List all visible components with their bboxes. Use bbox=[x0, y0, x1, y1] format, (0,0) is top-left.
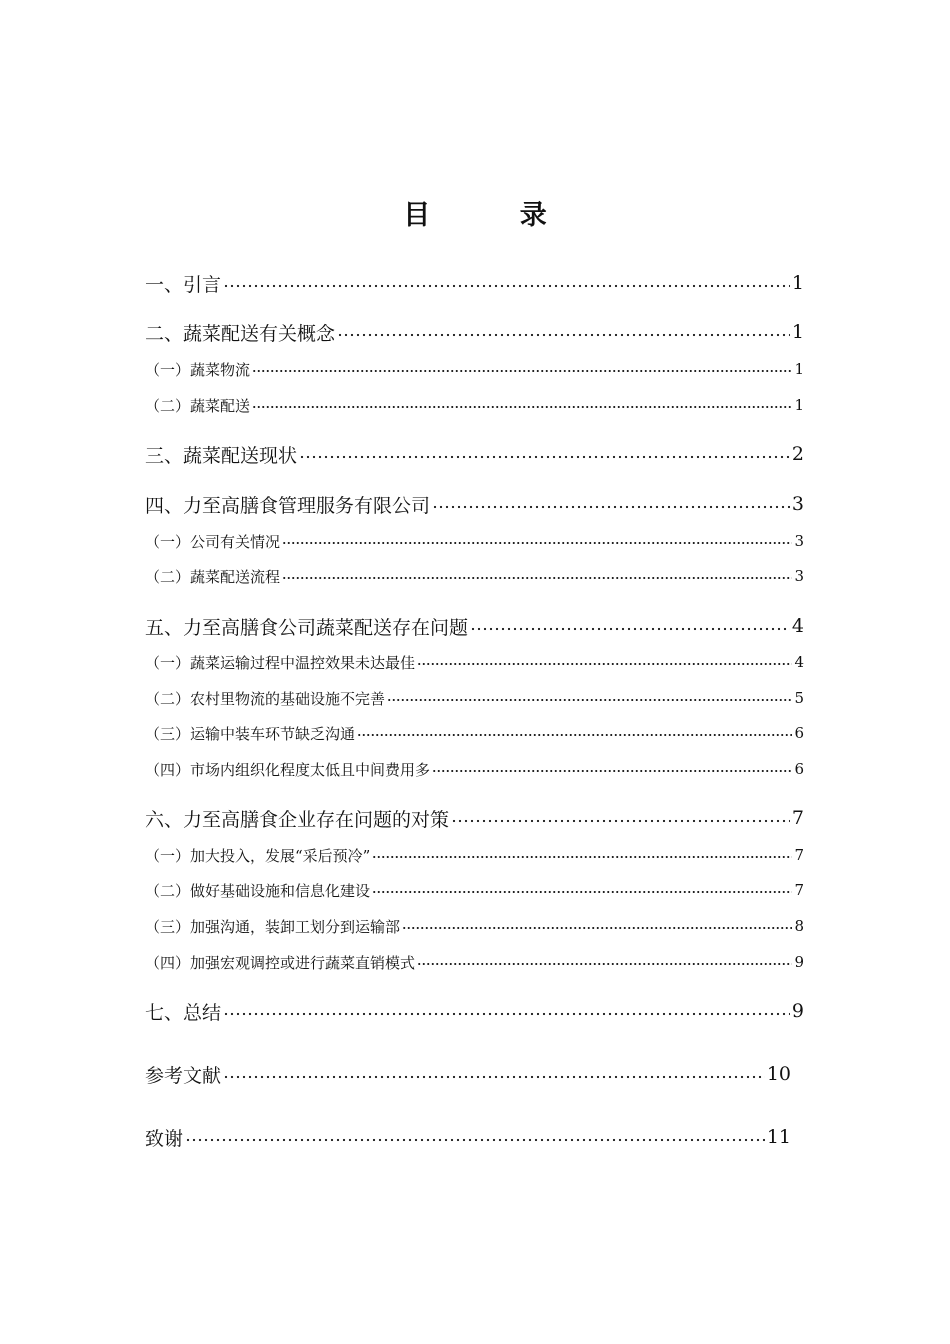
toc-entry-text: （四）市场内组织化程度太低且中间费用多 bbox=[145, 760, 431, 779]
toc-entry-countermeasures[interactable] bbox=[145, 802, 804, 834]
toc-subentry[interactable] bbox=[145, 646, 804, 678]
toc-entry-references[interactable] bbox=[145, 1058, 791, 1090]
dot-leader bbox=[402, 926, 792, 930]
dot-leader bbox=[417, 962, 792, 966]
toc-subentry[interactable] bbox=[145, 525, 804, 557]
toc-entry-text: 一、引言 bbox=[145, 273, 222, 296]
dot-leader bbox=[223, 284, 790, 288]
toc-page-number: 8 bbox=[794, 917, 804, 935]
dot-leader bbox=[252, 405, 792, 409]
dot-leader bbox=[282, 541, 792, 545]
dot-leader bbox=[337, 333, 790, 337]
toc-subentry[interactable] bbox=[145, 946, 804, 978]
toc-entry-text: 二、蔬菜配送有关概念 bbox=[145, 322, 336, 345]
dot-leader bbox=[387, 698, 792, 702]
toc-page-number: 9 bbox=[791, 1000, 804, 1022]
toc-page-number: 9 bbox=[794, 953, 804, 971]
toc-entry-text: 参考文献 bbox=[145, 1064, 222, 1087]
toc-entry-summary[interactable] bbox=[145, 995, 804, 1027]
toc-subentry[interactable] bbox=[145, 839, 804, 871]
toc-page-number: 3 bbox=[794, 532, 804, 550]
toc-page-number: 7 bbox=[791, 807, 804, 829]
toc-entry-text: （一）蔬菜运输过程中温控效果未达最佳 bbox=[145, 653, 416, 672]
dot-leader bbox=[432, 505, 790, 509]
toc-subentry[interactable] bbox=[145, 389, 804, 421]
page-title: 目 录 bbox=[403, 200, 587, 231]
dot-leader bbox=[185, 1138, 765, 1142]
toc-entry-concepts[interactable] bbox=[145, 316, 804, 348]
toc-entry-company[interactable] bbox=[145, 488, 804, 520]
toc-entry-status[interactable] bbox=[145, 438, 804, 470]
toc-entry-text: 三、蔬菜配送现状 bbox=[145, 444, 298, 467]
dot-leader bbox=[372, 890, 792, 894]
dot-leader bbox=[417, 662, 792, 666]
toc-subentry[interactable] bbox=[145, 910, 804, 942]
toc-entry-text: （四）加强宏观调控或进行蔬菜直销模式 bbox=[145, 953, 416, 972]
toc-entry-text: （二）农村里物流的基础设施不完善 bbox=[145, 689, 386, 708]
toc-entry-text: （二）蔬菜配送流程 bbox=[145, 567, 281, 586]
dot-leader bbox=[223, 1075, 765, 1079]
toc-page-number: 6 bbox=[794, 724, 804, 742]
toc-page-number: 3 bbox=[794, 567, 804, 585]
toc-entry-text: 六、力至高膳食企业存在问题的对策 bbox=[145, 808, 450, 831]
toc-entry-text: （三）加强沟通，装卸工划分到运输部 bbox=[145, 917, 401, 936]
toc-page-number: 3 bbox=[791, 493, 804, 515]
toc-subentry[interactable] bbox=[145, 353, 804, 385]
dot-leader bbox=[252, 369, 792, 373]
toc-page-number: 7 bbox=[794, 881, 804, 899]
toc-subentry[interactable] bbox=[145, 753, 804, 785]
toc-entry-acknowledgements[interactable] bbox=[145, 1121, 791, 1153]
toc-entry-text: （一）蔬菜物流 bbox=[145, 360, 251, 379]
toc-entry-text: （三）运输中装车环节缺乏沟通 bbox=[145, 724, 356, 743]
toc-entry-introduction[interactable] bbox=[145, 267, 804, 299]
toc-entry-text: 致谢 bbox=[145, 1127, 184, 1150]
toc-page-number: 4 bbox=[791, 615, 804, 637]
dot-leader bbox=[299, 455, 790, 459]
toc-subentry[interactable] bbox=[145, 560, 804, 592]
dot-leader bbox=[357, 733, 792, 737]
dot-leader bbox=[282, 576, 792, 580]
toc-entry-problems[interactable] bbox=[145, 610, 804, 642]
toc-page-number: 5 bbox=[794, 689, 804, 707]
toc-entry-text: 五、力至高膳食公司蔬菜配送存在问题 bbox=[145, 616, 469, 639]
toc-subentry[interactable] bbox=[145, 717, 804, 749]
dot-leader bbox=[372, 855, 792, 859]
toc-page-number: 1 bbox=[794, 360, 804, 378]
toc-entry-text: （二）做好基础设施和信息化建设 bbox=[145, 881, 371, 900]
toc-page-number: 2 bbox=[791, 443, 804, 465]
toc-entry-text: 四、力至高膳食管理服务有限公司 bbox=[145, 494, 431, 517]
dot-leader bbox=[223, 1012, 790, 1016]
toc-entry-text: （一）加大投入，发展“采后预冷” bbox=[145, 846, 371, 865]
dot-leader bbox=[432, 769, 792, 773]
toc-page-number: 1 bbox=[794, 396, 804, 414]
toc-entry-text: 七、总结 bbox=[145, 1001, 222, 1024]
toc-subentry[interactable] bbox=[145, 682, 804, 714]
toc-page-number: 11 bbox=[766, 1126, 791, 1148]
toc-entry-text: （一）公司有关情况 bbox=[145, 532, 281, 551]
toc-entry-text: （二）蔬菜配送 bbox=[145, 396, 251, 415]
dot-leader bbox=[451, 819, 790, 823]
toc-page-number: 4 bbox=[794, 653, 804, 671]
dot-leader bbox=[470, 627, 790, 631]
toc-page-number: 7 bbox=[794, 846, 804, 864]
toc-page-number: 10 bbox=[766, 1063, 791, 1085]
toc-page-number: 1 bbox=[791, 321, 804, 343]
toc-page-number: 6 bbox=[794, 760, 804, 778]
toc-page-number: 1 bbox=[791, 272, 804, 294]
toc-subentry[interactable] bbox=[145, 874, 804, 906]
